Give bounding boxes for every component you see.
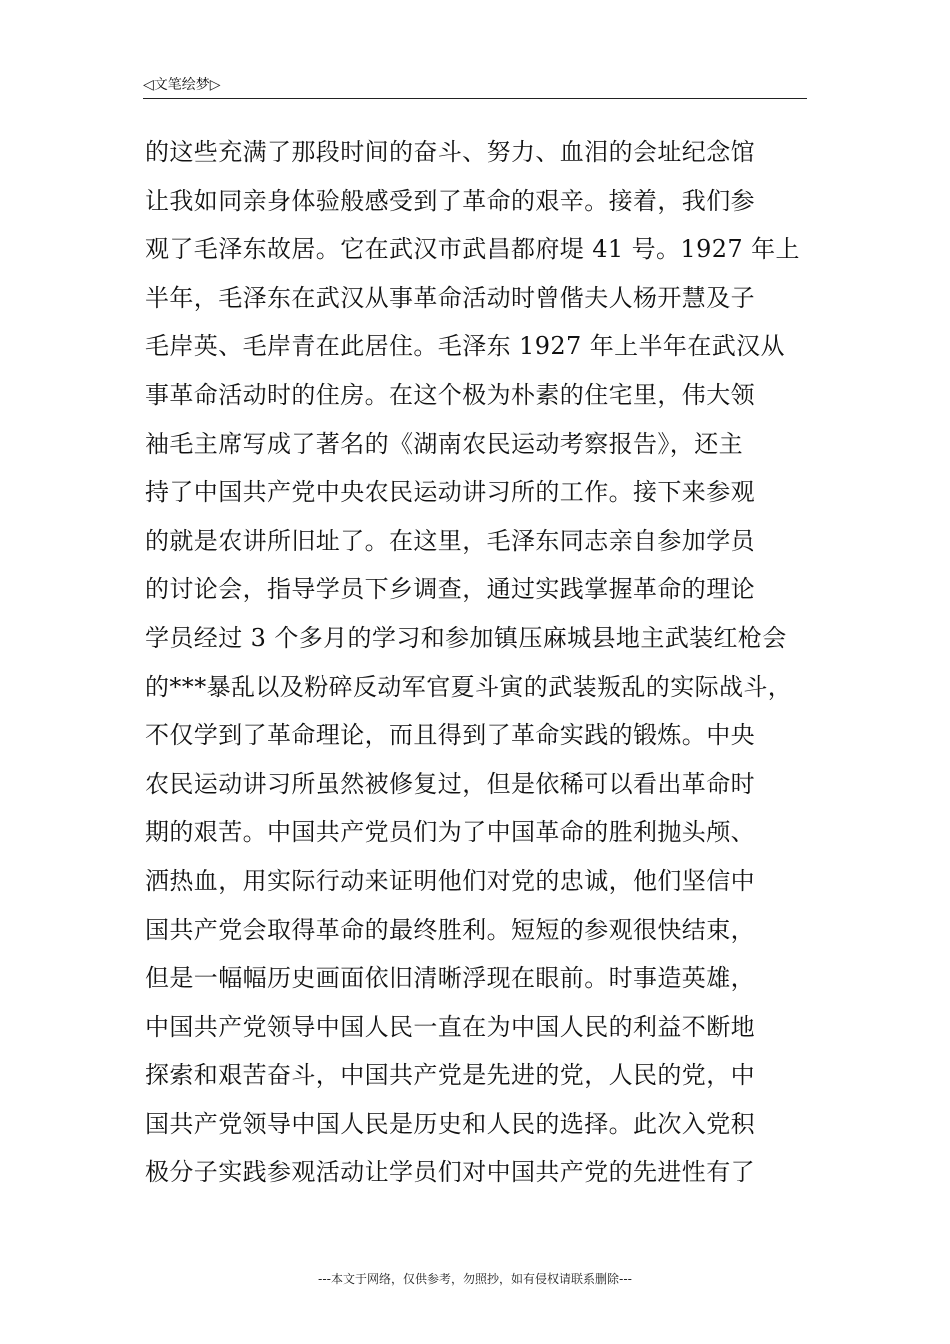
page-footer: ---本文于网络，仅供参考，勿照抄，如有侵权请联系删除--- [318,1272,632,1286]
body-line: 洒热血，用实际行动来证明他们对党的忠诚，他们坚信中 [145,866,755,895]
body-line: 极分子实践参观活动让学员们对中国共产党的先进性有了 [145,1158,755,1187]
body-line: 观了毛泽东故居。它在武汉市武昌都府堤 41 号。1927 年上 [145,235,800,264]
body-line: 让我如同亲身体验般感受到了革命的艰辛。接着，我们参 [145,186,755,215]
body-line: 的***暴乱以及粉碎反动军官夏斗寅的武装叛乱的实际战斗， [145,672,793,701]
body-line: 但是一幅幅历史画面依旧清晰浮现在眼前。时事造英雄， [145,964,755,993]
body-line: 的讨论会，指导学员下乡调查，通过实践掌握革命的理论 [145,575,755,604]
body-line: 袖毛主席写成了著名的《湖南农民运动考察报告》，还主 [145,429,743,458]
body-line: 国共产党会取得革命的最终胜利。短短的参观很快结束， [145,915,755,944]
body-line: 半年，毛泽东在武汉从事革命活动时曾偕夫人杨开慧及子 [145,283,755,312]
header-title: ◁文笔绘梦▷ [143,77,221,93]
page-header [143,76,807,99]
body-line: 期的艰苦。中国共产党员们为了中国革命的胜利抛头颅、 [145,818,755,847]
body-line: 事革命活动时的住房。在这个极为朴素的住宅里，伟大领 [145,380,755,409]
body-line: 的就是农讲所旧址了。在这里，毛泽东同志亲自参加学员 [145,526,755,555]
body-line: 国共产党领导中国人民是历史和人民的选择。此次入党积 [145,1109,755,1138]
body-line: 不仅学到了革命理论，而且得到了革命实践的锻炼。中央 [145,721,755,750]
body-line: 农民运动讲习所虽然被修复过，但是依稀可以看出革命时 [145,769,755,798]
body-line: 持了中国共产党中央农民运动讲习所的工作。接下来参观 [145,478,755,507]
document-body [145,128,845,1197]
body-line: 学员经过 3 个多月的学习和参加镇压麻城县地主武装红枪会 [145,623,787,652]
body-line: 的这些充满了那段时间的奋斗、努力、血泪的会址纪念馆 [145,138,755,166]
body-line: 中国共产党领导中国人民一直在为中国人民的利益不断地 [145,1012,755,1041]
body-line: 探索和艰苦奋斗，中国共产党是先进的党，人民的党，中 [145,1061,755,1090]
body-line: 毛岸英、毛岸青在此居住。毛泽东 1927 年上半年在武汉从 [145,332,785,361]
